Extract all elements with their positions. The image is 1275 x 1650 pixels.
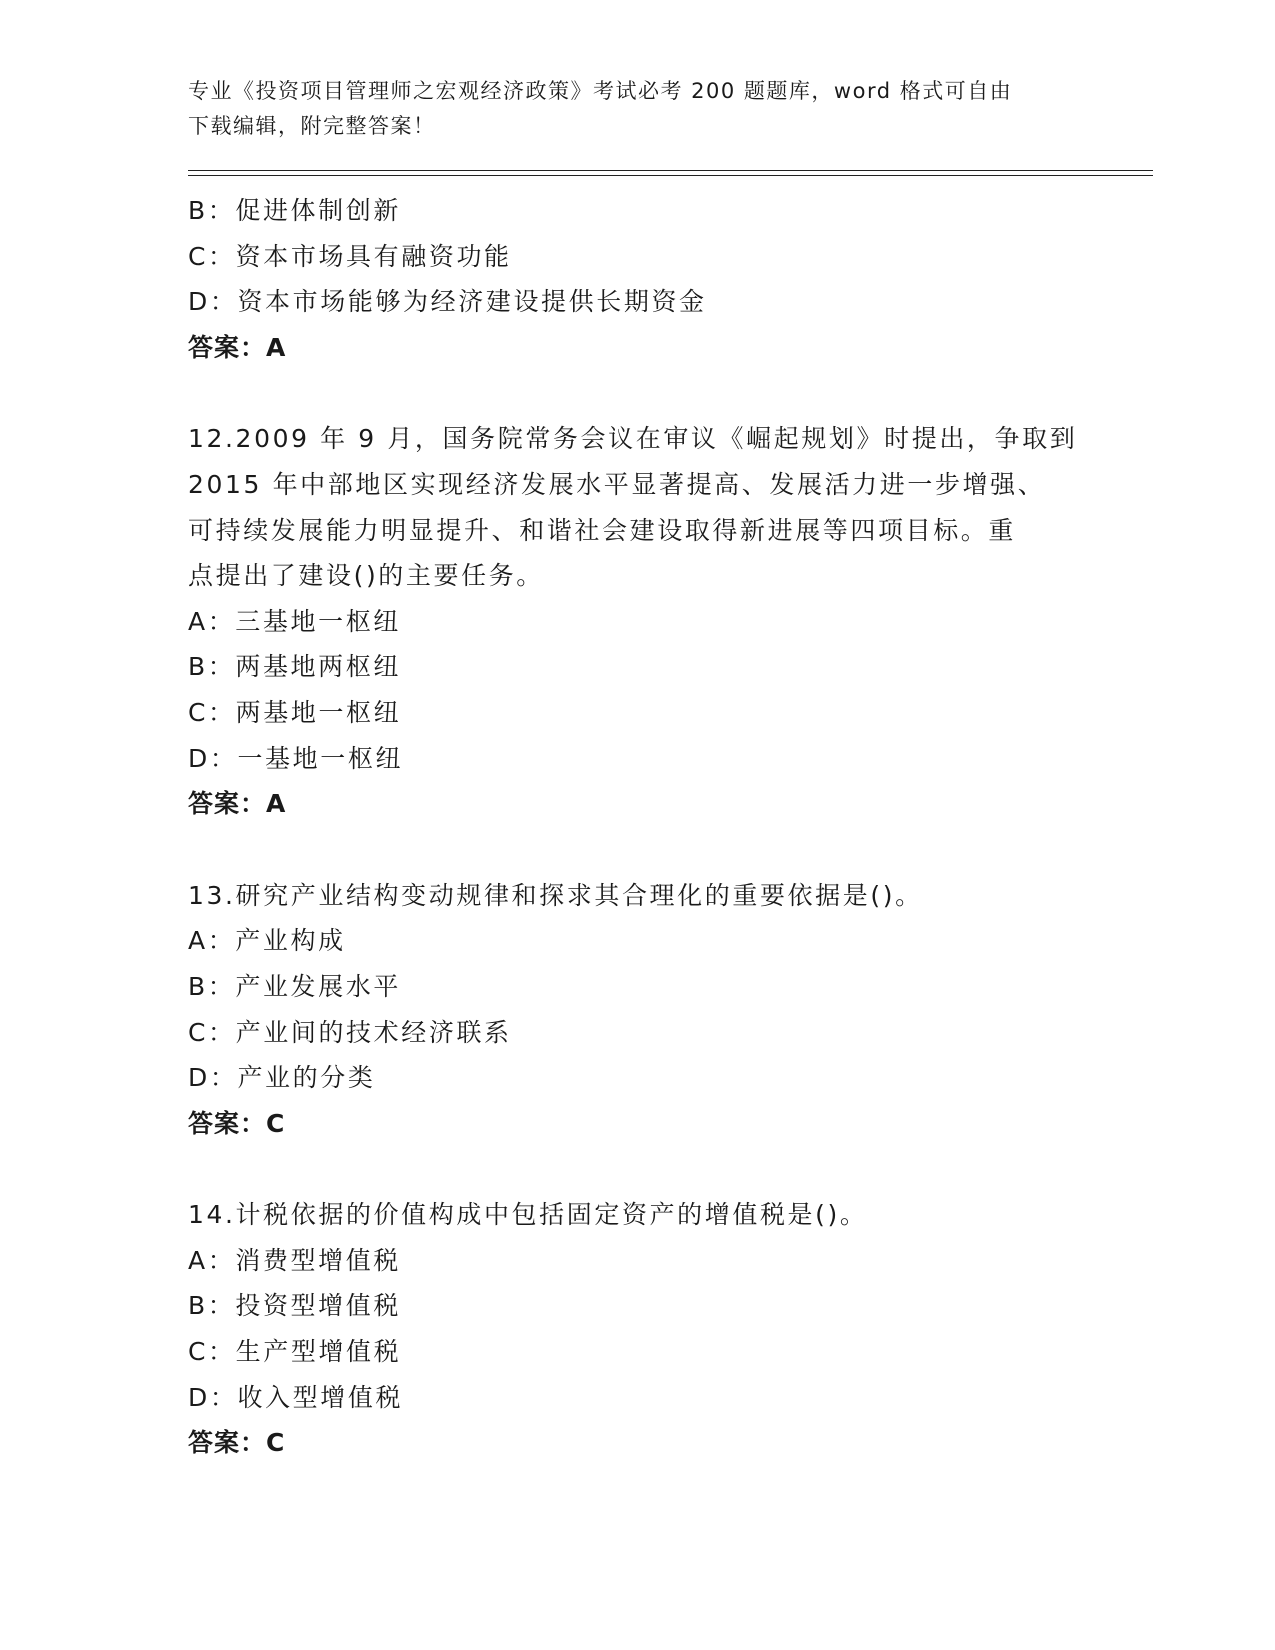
question-11-tail xyxy=(188,188,1088,370)
stem-line: 2015 年中部地区实现经济发展水平显著提高、发展活力进一步增强、 xyxy=(188,469,1046,499)
question-stem xyxy=(188,416,1088,598)
option-c: C：生产型增值税 xyxy=(188,1337,402,1367)
question-stem: 13.研究产业结构变动规律和探求其合理化的重要依据是()。 xyxy=(188,880,923,910)
answer: 答案：C xyxy=(188,1428,286,1458)
header-line-1: 专业《投资项目管理师之宏观经济政策》考试必考 200 题题库，word 格式可自由 xyxy=(188,79,1013,103)
question-stem: 14.计税依据的价值构成中包括固定资产的增值税是()。 xyxy=(188,1200,868,1230)
option-b: B：产业发展水平 xyxy=(188,971,401,1001)
header-rule-top xyxy=(188,170,1153,171)
answer: 答案：A xyxy=(188,332,287,362)
option-c: C：两基地一枢纽 xyxy=(188,697,402,727)
question-12 xyxy=(188,416,1088,826)
option-a: A：三基地一枢纽 xyxy=(188,606,401,636)
option-d: D：资本市场能够为经济建设提供长期资金 xyxy=(188,287,707,317)
option-a: A：产业构成 xyxy=(188,926,346,956)
answer: 答案：C xyxy=(188,1108,286,1138)
option-d: D：一基地一枢纽 xyxy=(188,743,404,773)
answer: 答案：A xyxy=(188,789,287,819)
question-14 xyxy=(188,1192,1088,1466)
stem-line: 点提出了建设()的主要任务。 xyxy=(188,561,544,591)
question-13 xyxy=(188,873,1088,1147)
question-list xyxy=(188,188,1088,1466)
option-c: C：产业间的技术经济联系 xyxy=(188,1017,512,1047)
option-d: D：产业的分类 xyxy=(188,1063,376,1093)
option-d: D：收入型增值税 xyxy=(188,1382,404,1412)
option-b: B：投资型增值税 xyxy=(188,1291,401,1321)
option-c: C：资本市场具有融资功能 xyxy=(188,241,512,271)
option-a: A：消费型增值税 xyxy=(188,1245,401,1275)
option-b: B：促进体制创新 xyxy=(188,196,401,225)
header-rule-bottom xyxy=(188,175,1153,176)
option-b: B：两基地两枢纽 xyxy=(188,652,401,682)
header-line-2: 下载编辑，附完整答案！ xyxy=(188,114,436,138)
stem-line: 可持续发展能力明显提升、和谐社会建设取得新进展等四项目标。重 xyxy=(188,515,1017,545)
stem-line: 12.2009 年 9 月，国务院常务会议在审议《崛起规划》时提出，争取到 xyxy=(188,424,1078,454)
document-header xyxy=(188,74,1068,144)
